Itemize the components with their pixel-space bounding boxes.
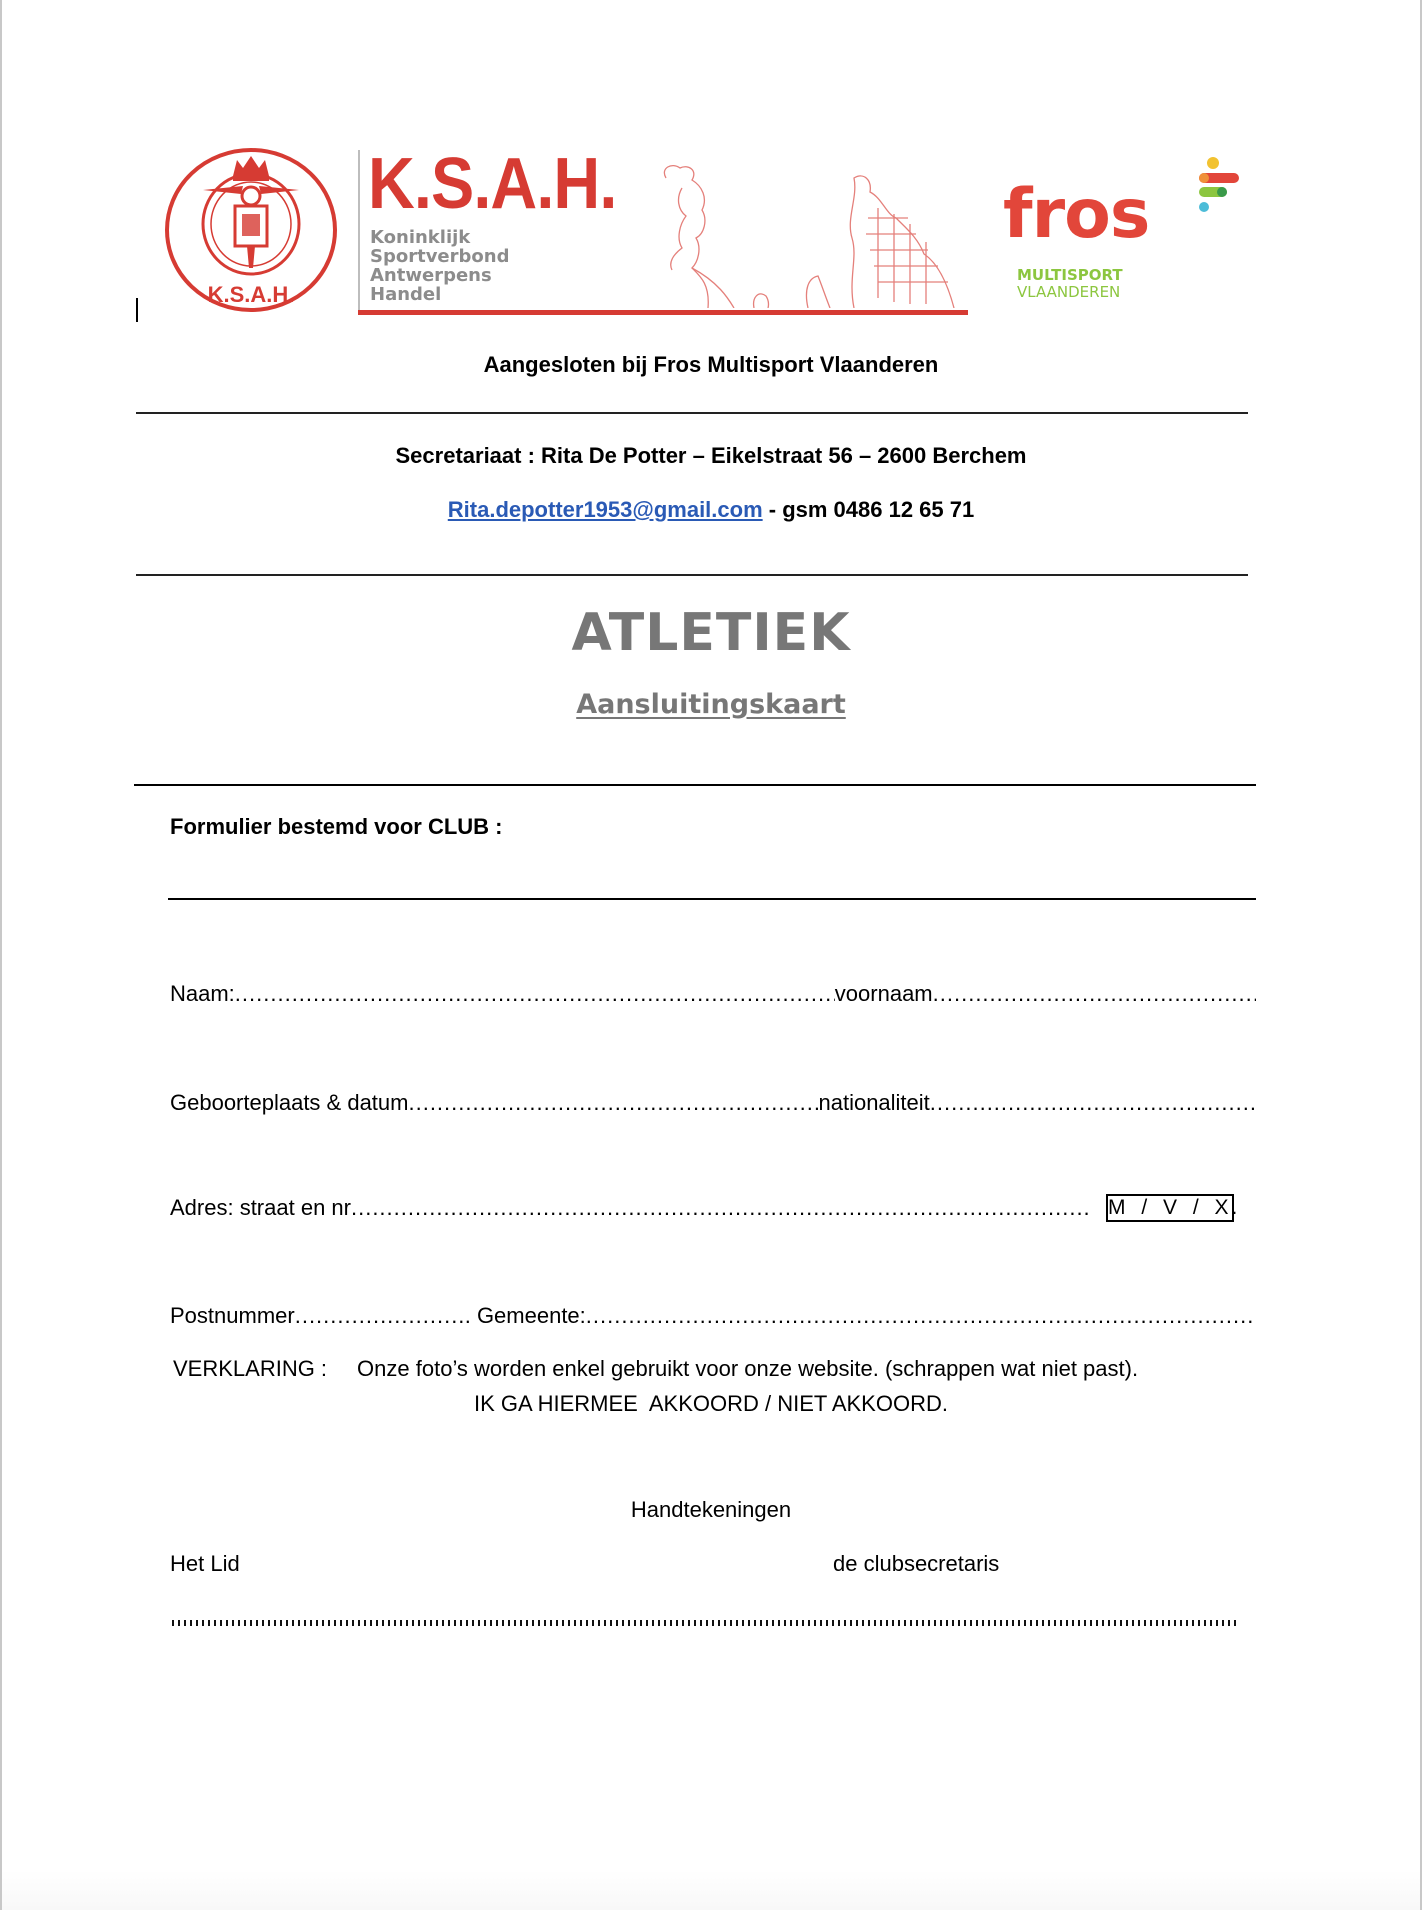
ksah-wordmark-logo [358,144,968,316]
voornaam-input-dots[interactable] [933,980,1256,1008]
page-subtitle: Aansluitingskaart [576,689,846,720]
email-link[interactable]: Rita.depotter1953@gmail.com [447,497,763,522]
ksah-subtitle-line: Koninklijk [370,227,471,248]
declaration-row [173,1355,1263,1383]
ksah-title: K.S.A.H. [368,144,617,224]
signature-member-label: Het Lid [170,1551,240,1576]
ksah-seal-logo [163,146,339,314]
birth-row [170,1089,1256,1117]
separator-line [136,574,1248,576]
naam-input-dots[interactable] [235,980,835,1008]
postnummer-input-dots[interactable] [295,1302,465,1330]
page-edge-left [0,0,2,1910]
fros-subtitle-line: MULTISPORT [1017,266,1123,284]
gemeente-input-dots[interactable] [586,1302,1256,1330]
gender-choice-box[interactable]: M / V / X. [1106,1194,1234,1222]
name-row [170,980,1256,1008]
signatures-title: Handtekeningen [630,1497,792,1522]
naam-label: Naam: [170,981,235,1006]
page-bottom [2,1870,1420,1910]
secretariat-address: Secretariaat : Rita De Potter – Eikelstraat 56 – 2600 Berchem [395,443,1027,468]
separator-line [134,784,1256,786]
fros-wordmark: fros [1003,175,1150,254]
seal-text: K.S.A.H. [207,282,295,307]
postal-row [170,1302,1256,1330]
declaration-agree[interactable]: IK GA HIERMEE AKKOORD / NIET AKKOORD. [474,1391,948,1416]
ksah-subtitle-line: Handel [370,284,442,305]
voornaam-label: voornaam [834,981,933,1006]
nationaliteit-label: nationaliteit [818,1090,930,1115]
club-label: Formulier bestemd voor CLUB : [170,814,503,839]
fros-subtitle-line: VLAANDEREN [1017,283,1121,301]
address-row [170,1194,1090,1222]
contact-line [0,497,1422,523]
club-input-line[interactable] [168,898,1256,900]
text-cursor [136,298,138,322]
ksah-subtitle-line: Sportverbond [370,246,510,267]
gemeente-label: . Gemeente: [464,1303,586,1328]
affiliation-line: Aangesloten bij Fros Multisport Vlaanderen [483,352,939,377]
postnummer-label: Postnummer [170,1303,295,1328]
signature-dotted-line[interactable] [172,1620,1240,1626]
page-title: ATLETIEK [571,603,851,663]
ksah-subtitle-line: Antwerpens [370,265,492,286]
adres-input-dots[interactable] [351,1194,1090,1222]
geboorte-label: Geboorteplaats & datum [170,1090,409,1115]
fros-color-mark-icon [1193,155,1243,215]
separator-line [136,412,1248,414]
antwerp-sketch-illustration [658,158,968,308]
fros-logo [1003,155,1253,305]
nationaliteit-input-dots[interactable] [930,1089,1256,1117]
declaration-label: VERKLARING : [173,1356,328,1381]
adres-label: Adres: straat en nr [170,1195,351,1220]
declaration-agree-line [0,1390,1422,1418]
signature-secretary-label: de clubsecretaris [833,1551,1000,1576]
phone-number: - gsm 0486 12 65 71 [762,497,975,522]
declaration-text: Onze foto’s worden enkel gebruikt voor onze website. (schrappen wat niet past). [357,1356,1139,1381]
geboorte-input-dots[interactable] [408,1089,818,1117]
logo-divider [358,150,360,310]
ksah-subtitle [370,228,509,304]
ksah-red-rule [358,310,968,315]
fros-subtitle [1017,267,1123,301]
